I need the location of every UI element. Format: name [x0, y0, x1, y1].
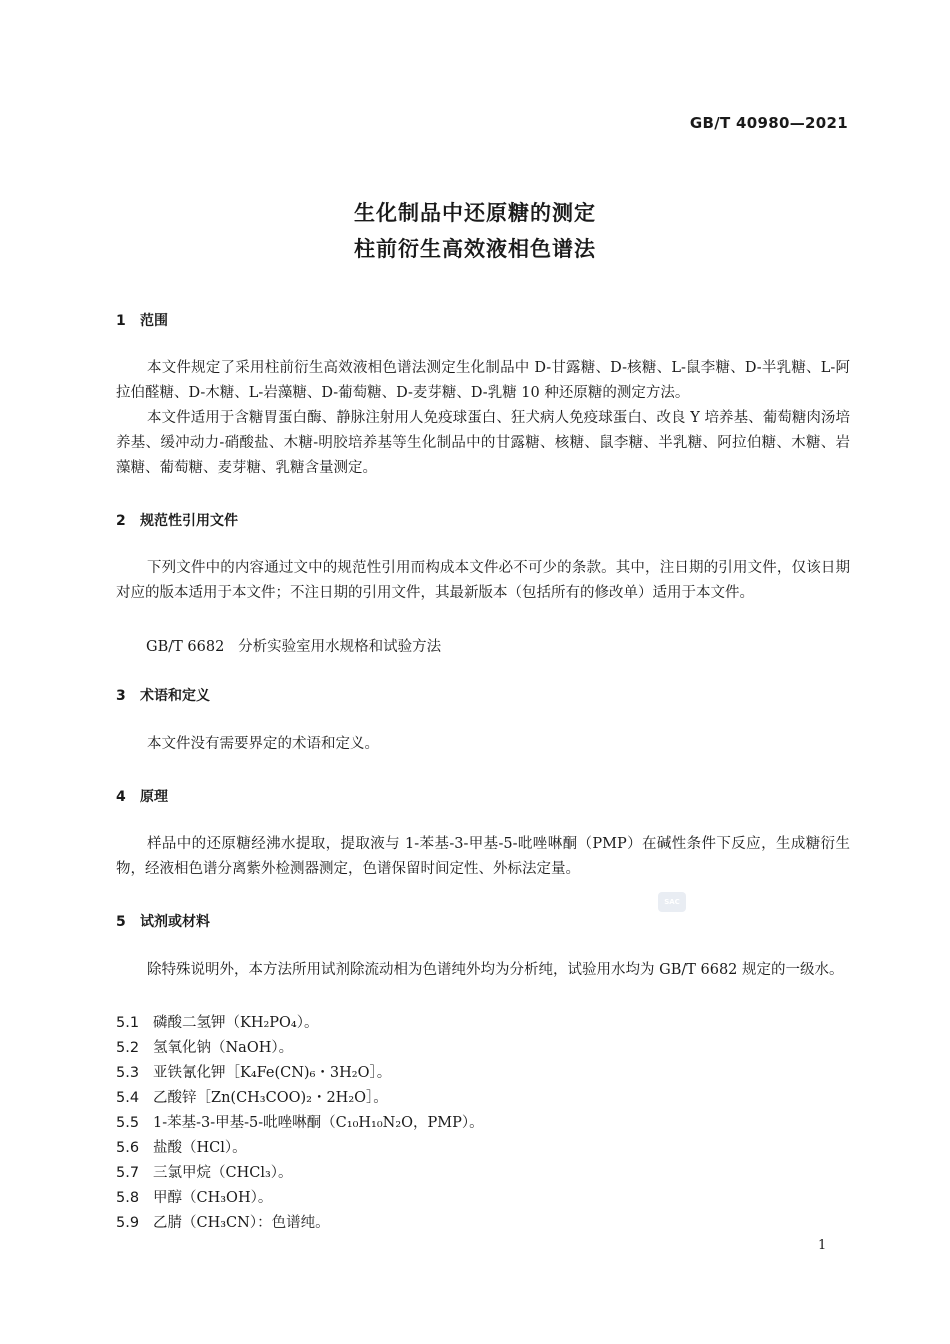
section-1-paragraph-1: 本文件规定了采用柱前衍生高效液相色谱法测定生化制品中 D-甘露糖、D-核糖、L-鼠李糖、D-半乳糖、L-阿拉伯醛糖、D-木糖、L-岩藻糖、D-葡萄糖、D-麦芽糖、D-乳糖 10 种还原糖的测定方法。 [116, 360, 850, 401]
section-number: 5 [116, 914, 126, 930]
reagent-item [116, 1111, 484, 1132]
item-text: 盐酸（HCl）。 [153, 1140, 247, 1156]
sac-watermark: SAC [658, 892, 686, 912]
section-2-paragraph-1: 下列文件中的内容通过文中的规范性引用而构成本文件必不可少的条款。其中，注日期的引用文件，仅该日期对应的版本适用于本文件；不注日期的引用文件，其最新版本（包括所有的修改单）适用于本文件。 [116, 560, 850, 601]
item-number: 5.1 [116, 1015, 140, 1031]
item-number: 5.9 [116, 1215, 140, 1231]
section-4-paragraph-1: 样品中的还原糖经沸水提取，提取液与 1-苯基-3-甲基-5-吡唑啉酮（PMP）在碱性条件下反应，生成糖衍生物，经液相色谱分离紫外检测器测定，色谱保留时间定性、外标法定量。 [116, 836, 850, 877]
section-1-paragraph-2: 本文件适用于含糖胃蛋白酶、静脉注射用人免疫球蛋白、狂犬病人免疫球蛋白、改良 Y 培养基、葡萄糖肉汤培养基、缓冲动力-硝酸盐、木糖-明胶培养基等生化制品中的甘露糖、核糖、鼠李糖、半乳糖、阿拉伯糖、木糖、岩藻糖、葡萄糖、麦芽糖、乳糖含量测定。 [116, 410, 850, 476]
doc-title-line-1: 生化制品中还原糖的测定 [354, 201, 596, 225]
section-3-heading [116, 685, 210, 705]
section-3-paragraph-1: 本文件没有需要界定的术语和定义。 [147, 736, 379, 752]
item-text: 甲醇（CH₃OH）。 [153, 1190, 273, 1206]
section-2-heading [116, 510, 238, 530]
section-5-paragraph-1: 除特殊说明外，本方法所用试剂除流动相为色谱纯外均为分析纯，试验用水均为 GB/T 6682 规定的一级水。 [147, 962, 844, 978]
section-title: 规范性引用文件 [140, 513, 238, 529]
section-1-heading [116, 310, 168, 330]
item-number: 5.4 [116, 1090, 140, 1106]
item-text: 氢氧化钠（NaOH）。 [153, 1040, 294, 1056]
normative-reference: GB/T 6682 分析实验室用水规格和试验方法 [146, 639, 442, 655]
section-title: 范围 [140, 313, 168, 329]
reagent-item [116, 1036, 293, 1057]
reagent-item [116, 1211, 330, 1232]
section-number: 4 [116, 789, 126, 805]
reagent-item [116, 1136, 247, 1157]
item-number: 5.5 [116, 1115, 140, 1131]
item-text: 乙腈（CH₃CN）：色谱纯。 [153, 1215, 330, 1231]
item-number: 5.2 [116, 1040, 140, 1056]
section-5-heading [116, 911, 210, 931]
section-title: 术语和定义 [140, 688, 210, 704]
item-text: 三氯甲烷（CHCl₃）。 [153, 1165, 293, 1181]
item-text: 1-苯基-3-甲基-5-吡唑啉酮（C₁₀H₁₀N₂O，PMP）。 [153, 1115, 484, 1131]
section-4-heading [116, 786, 168, 806]
reagent-item [116, 1186, 272, 1207]
reagent-item [116, 1161, 293, 1182]
reagent-item [116, 1086, 388, 1107]
page-number: 1 [818, 1238, 827, 1253]
reagent-item [116, 1011, 319, 1032]
standard-number: GB/T 40980—2021 [689, 114, 848, 132]
item-number: 5.6 [116, 1140, 140, 1156]
section-number: 1 [116, 313, 126, 329]
section-number: 2 [116, 513, 126, 529]
item-text: 亚铁氰化钾［K₄Fe(CN)₆・3H₂O］。 [153, 1065, 392, 1081]
item-number: 5.8 [116, 1190, 140, 1206]
item-text: 乙酸锌［Zn(CH₃COO)₂・2H₂O］。 [153, 1090, 388, 1106]
section-title: 原理 [140, 789, 168, 805]
reagent-item [116, 1061, 391, 1082]
item-number: 5.7 [116, 1165, 140, 1181]
item-number: 5.3 [116, 1065, 140, 1081]
section-number: 3 [116, 688, 126, 704]
doc-title-line-2: 柱前衍生高效液相色谱法 [354, 237, 596, 261]
section-title: 试剂或材料 [140, 914, 210, 930]
item-text: 磷酸二氢钾（KH₂PO₄）。 [153, 1015, 319, 1031]
